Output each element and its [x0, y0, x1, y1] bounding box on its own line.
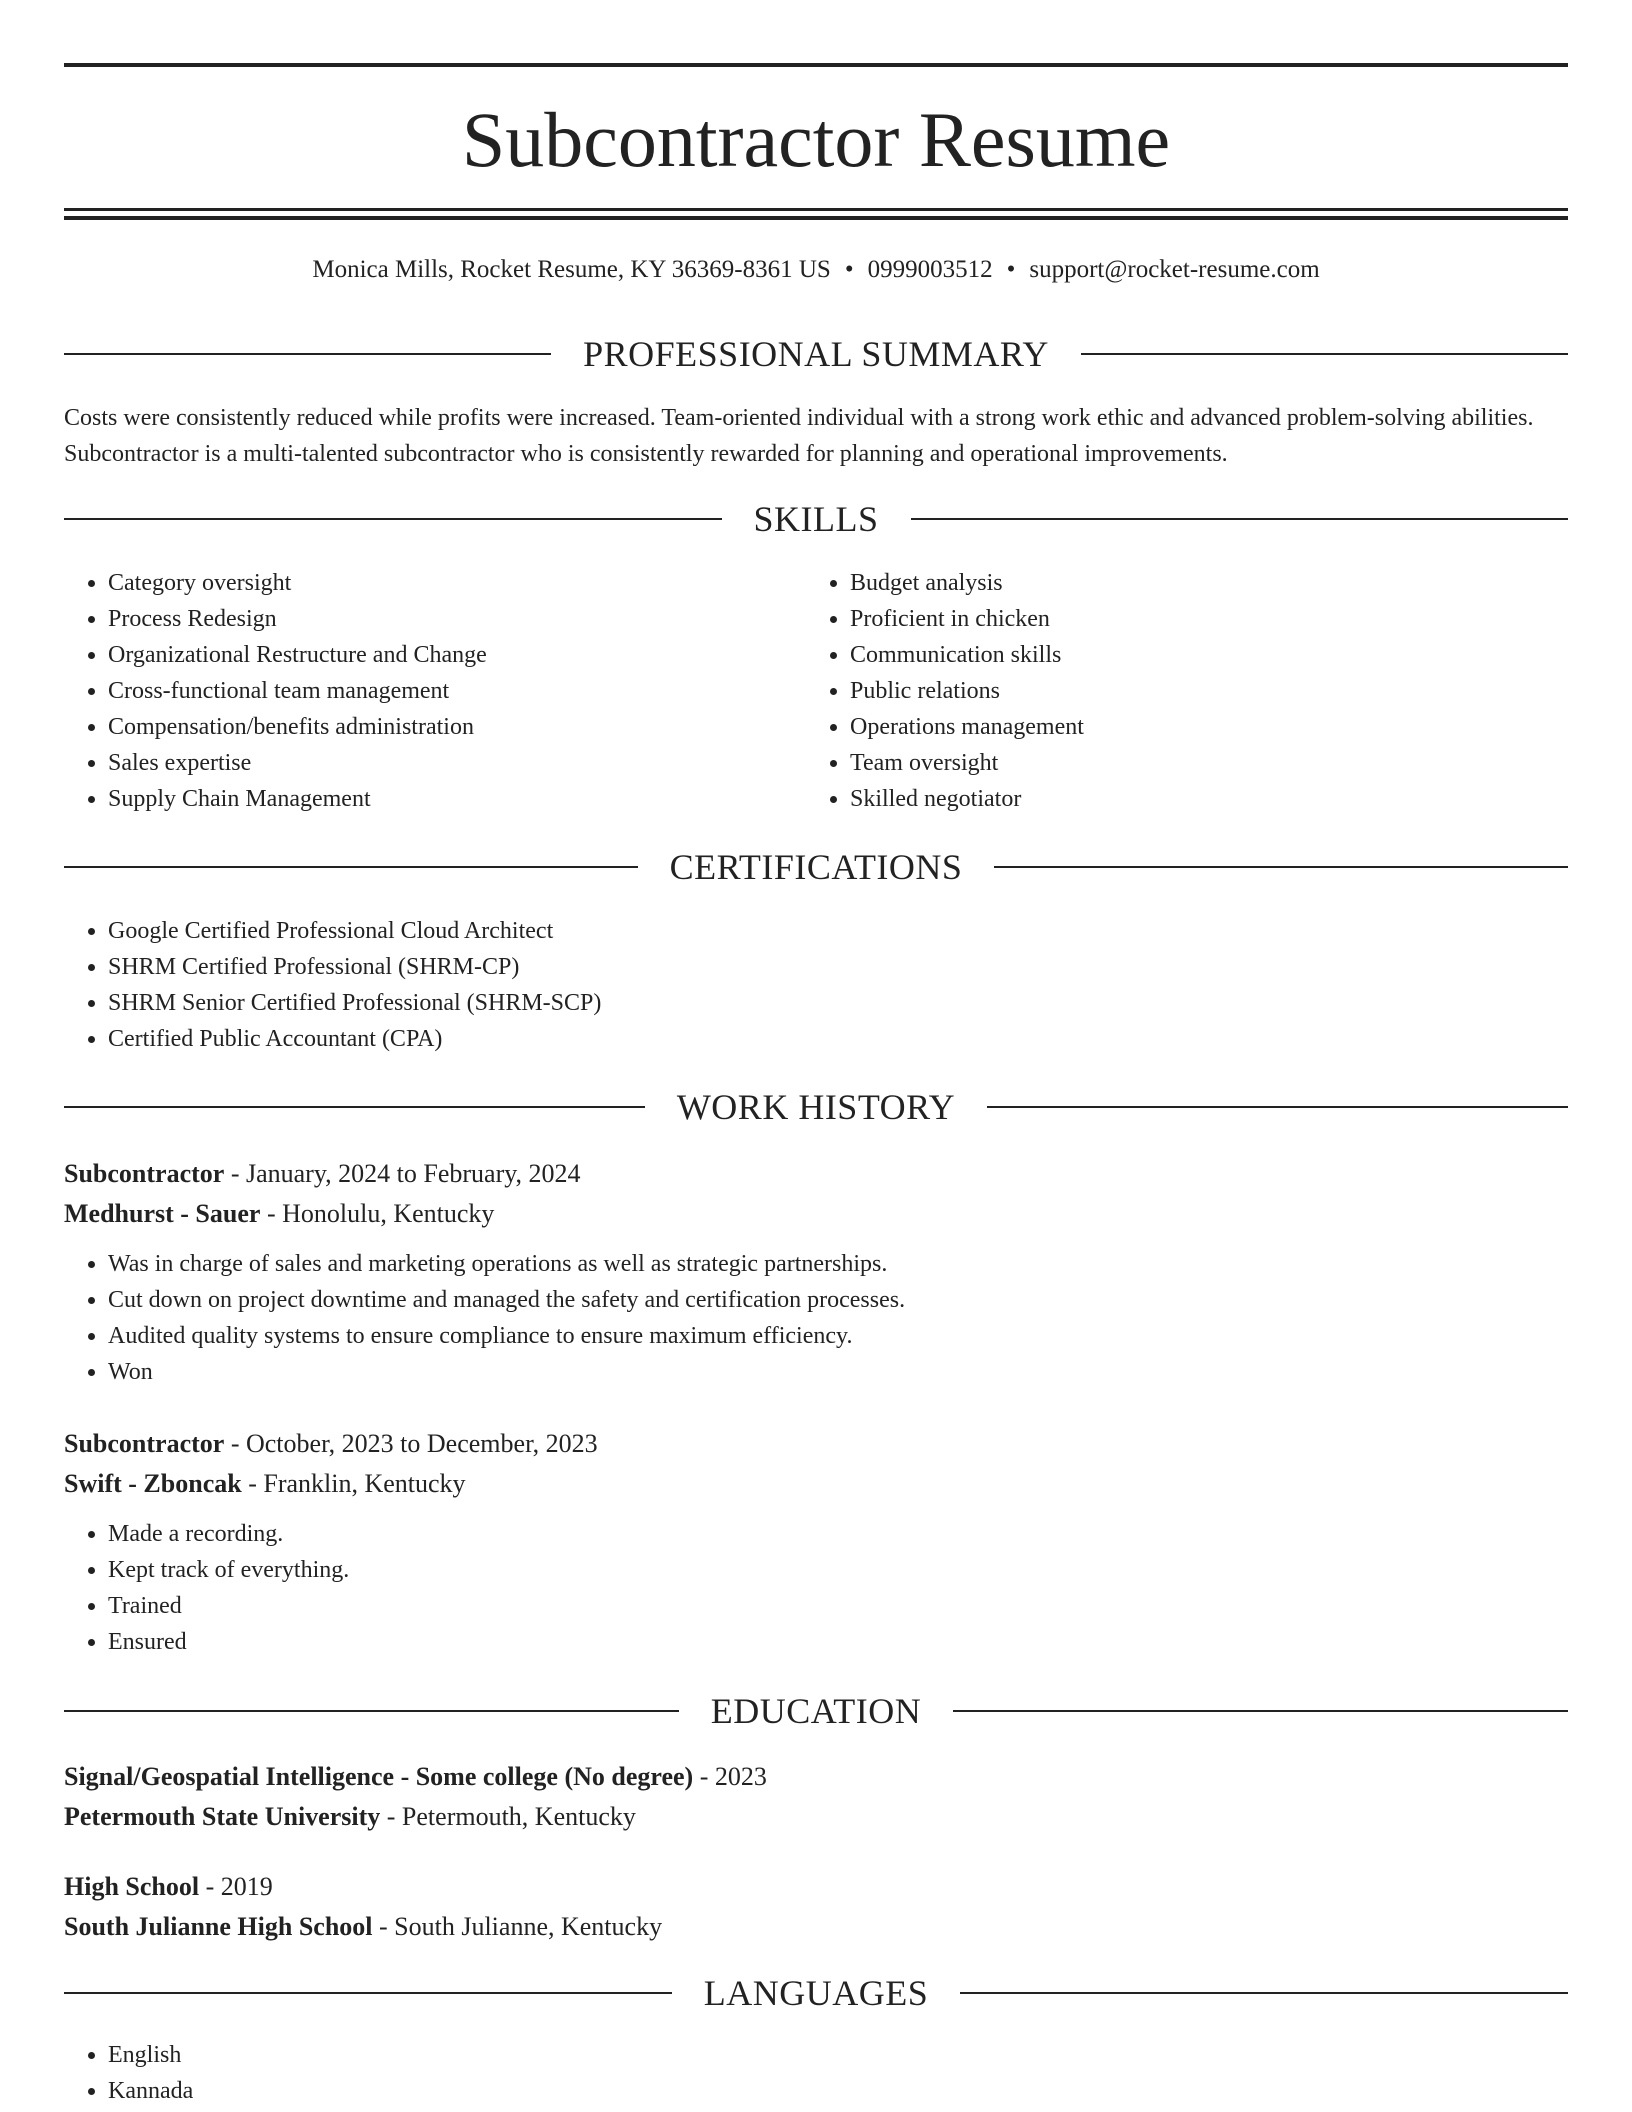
skill-item: • Proficient in chicken — [850, 601, 1506, 637]
resume-title: Subcontractor Resume — [461, 96, 1171, 183]
divider-line — [64, 1710, 679, 1712]
job-bullet: • Ensured — [108, 1624, 1568, 1660]
certification-item: • Google Certified Professional Cloud Architect — [108, 913, 1064, 949]
contact-separator: • — [844, 256, 854, 283]
divider-line — [64, 353, 551, 355]
job-company: Medhurst - Sauer — [64, 1199, 261, 1228]
job-entry — [64, 1424, 1568, 1660]
job-bullet: • Kept track of everything. — [108, 1552, 1568, 1588]
summary-text: Costs were consistently reduced while profits were increased. Team-oriented individual with a strong work ethic and advanced problem-solving abilities. Subcontractor is a multi-talented subcontractor who is consistently rewarded for planning and operational improvements. — [64, 405, 1534, 467]
skill-item: • Communication skills — [850, 637, 1506, 673]
job-bullets — [64, 1516, 1568, 1660]
job-company: Swift - Zboncak — [64, 1469, 242, 1498]
divider-line — [64, 866, 638, 868]
divider-line — [994, 866, 1568, 868]
job-title-line — [64, 1424, 1568, 1464]
education-degree-line — [64, 1757, 1568, 1797]
divider-line — [953, 1710, 1568, 1712]
skill-item: • Supply Chain Management — [108, 781, 764, 817]
certification-item: • SHRM Certified Professional (SHRM-CP) — [108, 949, 1064, 985]
certification-item: • SHRM Senior Certified Professional (SHRM-SCP) — [108, 985, 1064, 1021]
divider-line — [64, 518, 722, 520]
contact-address: Monica Mills, Rocket Resume, KY 36369-8361 US — [312, 256, 831, 283]
language-item: • English — [108, 2037, 864, 2073]
language-item: • Kannada — [108, 2073, 864, 2109]
job-bullet: • Won — [108, 1354, 1568, 1390]
education-school-line — [64, 1797, 1568, 1837]
skill-item: • Cross-functional team management — [108, 673, 764, 709]
section-header-certifications — [64, 842, 1568, 892]
education-school-line — [64, 1907, 1568, 1947]
top-rule — [64, 63, 1568, 67]
job-title: Subcontractor — [64, 1159, 225, 1188]
job-title: Subcontractor — [64, 1429, 225, 1458]
education-year: - 2019 — [199, 1872, 273, 1901]
section-header-summary — [64, 329, 1568, 379]
education-degree: High School — [64, 1872, 200, 1901]
section-title: EDUCATION — [710, 1691, 922, 1731]
section-header-skills — [64, 494, 1568, 544]
contact-email: support@rocket-resume.com — [1029, 256, 1320, 283]
section-header-work-history — [64, 1082, 1568, 1132]
education-degree-line — [64, 1867, 1568, 1907]
skill-item: • Sales expertise — [108, 745, 764, 781]
certifications-list — [64, 913, 1064, 1057]
job-title-line — [64, 1154, 1568, 1194]
title-double-rule-upper — [64, 208, 1568, 211]
job-bullet: • Audited quality systems to ensure compliance to ensure maximum efficiency. — [108, 1318, 1568, 1354]
job-dates: - October, 2023 to December, 2023 — [224, 1429, 598, 1458]
skill-item: • Team oversight — [850, 745, 1506, 781]
divider-line — [911, 518, 1569, 520]
job-bullets — [64, 1246, 1568, 1390]
skill-item: • Budget analysis — [850, 565, 1506, 601]
divider-line — [1081, 353, 1568, 355]
skill-item: • Skilled negotiator — [850, 781, 1506, 817]
job-bullet: • Trained — [108, 1588, 1568, 1624]
job-bullet: • Made a recording. — [108, 1516, 1568, 1552]
job-company-line — [64, 1464, 1568, 1504]
contact-line — [64, 252, 1568, 288]
education-year: - 2023 — [693, 1762, 767, 1791]
job-location: - Honolulu, Kentucky — [260, 1199, 495, 1228]
job-entry — [64, 1154, 1568, 1390]
skill-item: • Operations management — [850, 709, 1506, 745]
divider-line — [960, 1992, 1568, 1994]
section-title: LANGUAGES — [703, 1973, 929, 2013]
education-location: - South Julianne, Kentucky — [372, 1912, 663, 1941]
contact-phone: 0999003512 — [867, 256, 993, 283]
education-degree: Signal/Geospatial Intelligence - Some college (No degree) — [64, 1762, 694, 1791]
section-title: WORK HISTORY — [676, 1087, 956, 1127]
divider-line — [987, 1106, 1568, 1108]
title-double-rule-lower — [64, 216, 1568, 220]
skills-left-column — [64, 565, 764, 817]
job-company-line — [64, 1194, 1568, 1234]
education-entry — [64, 1757, 1568, 1837]
certification-item: • Certified Public Accountant (CPA) — [108, 1021, 1064, 1057]
contact-separator: • — [1006, 256, 1016, 283]
section-title: PROFESSIONAL SUMMARY — [583, 334, 1049, 374]
skill-item: • Process Redesign — [108, 601, 764, 637]
divider-line — [64, 1992, 672, 1994]
skills-right-column — [806, 565, 1506, 817]
education-school: South Julianne High School — [64, 1912, 373, 1941]
skill-item: • Organizational Restructure and Change — [108, 637, 764, 673]
section-title: CERTIFICATIONS — [669, 847, 963, 887]
languages-list — [64, 2037, 864, 2109]
divider-line — [64, 1106, 645, 1108]
section-title: SKILLS — [753, 499, 879, 539]
section-header-education — [64, 1686, 1568, 1736]
job-bullet: • Cut down on project downtime and managed the safety and certification processes. — [108, 1282, 1568, 1318]
section-header-languages — [64, 1968, 1568, 2018]
education-location: - Petermouth, Kentucky — [380, 1802, 636, 1831]
job-bullet: • Was in charge of sales and marketing operations as well as strategic partnerships. — [108, 1246, 1568, 1282]
education-school: Petermouth State University — [64, 1802, 381, 1831]
skill-item: • Compensation/benefits administration — [108, 709, 764, 745]
education-entry — [64, 1867, 1568, 1947]
skill-item: • Category oversight — [108, 565, 764, 601]
job-location: - Franklin, Kentucky — [241, 1469, 466, 1498]
job-dates: - January, 2024 to February, 2024 — [224, 1159, 581, 1188]
skill-item: • Public relations — [850, 673, 1506, 709]
